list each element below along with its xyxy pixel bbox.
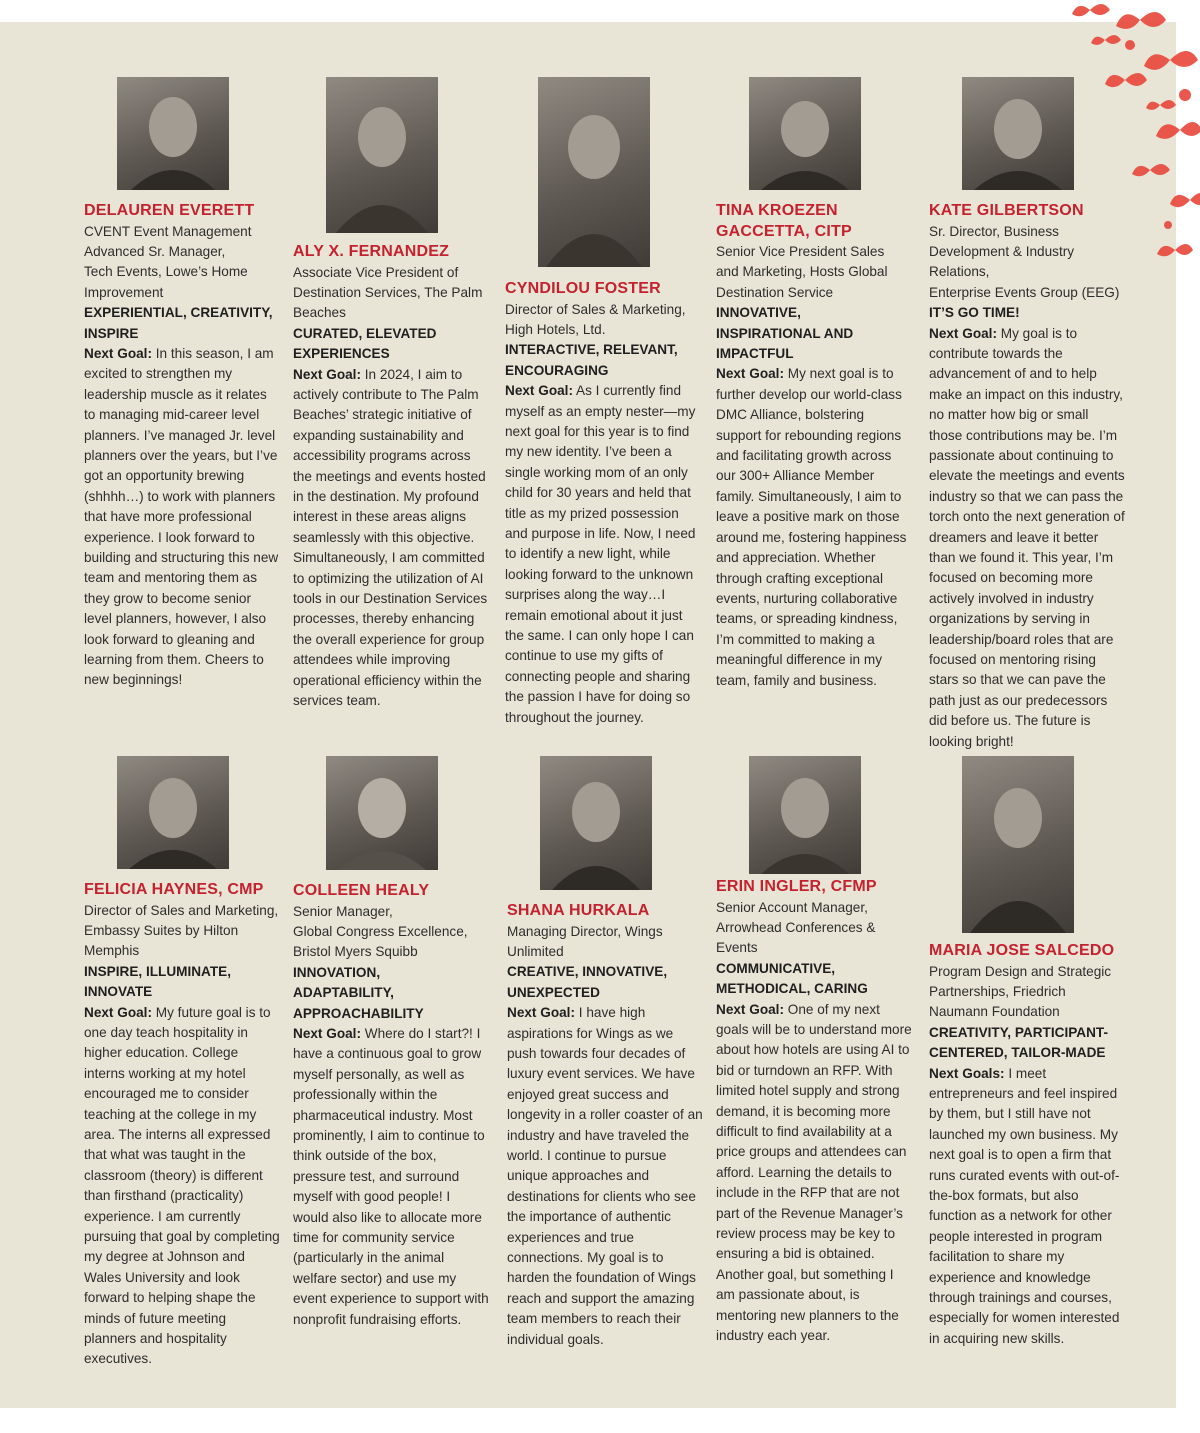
profile-title-line: Advanced Sr. Manager, — [84, 243, 226, 259]
butterfly-10 — [1146, 100, 1176, 110]
profile-goal — [507, 1003, 703, 1350]
profile-name: SHANA HURKALA — [507, 902, 650, 919]
portrait-photo — [538, 77, 650, 267]
profile-title-line: Events — [716, 940, 758, 956]
profile-title-line: CVENT Event Management — [84, 223, 252, 239]
portrait-photo — [749, 77, 861, 190]
profile-values: CENTERED, TAILOR-MADE — [929, 1045, 1106, 1061]
goal-text: Where do I start?! I have a continuous goal to grow myself personally, as well as professionally within the pharmaceutical industry. Most prominently, I aim to continue to think outside of the box, pressure test, and surround myself with good people! I would also like to allocate more time for community service (particularly in the animal welfare sector) and use my event experience to support with nonprofit fundraising efforts. — [293, 1025, 489, 1327]
profile-name: CYNDILOU FOSTER — [505, 280, 661, 297]
portrait-photo — [326, 756, 438, 870]
profile-title-line: Senior Manager, — [293, 903, 393, 919]
portrait-photo — [326, 77, 438, 233]
profile-name: COLLEEN HEALY — [293, 882, 430, 899]
profile-goal — [293, 1024, 489, 1330]
profile-title-line: Tech Events, Lowe’s Home — [84, 264, 248, 280]
goal-label: Next Goal: — [716, 366, 784, 382]
profile-values: EXPERIENTIAL, CREATIVITY, — [84, 305, 273, 321]
profile-goal — [716, 364, 912, 691]
goal-label: Next Goal: — [929, 325, 997, 341]
goal-label: Next Goals: — [929, 1065, 1005, 1081]
butterfly-4 — [1105, 73, 1147, 87]
profile-title-line: Global Congress Excellence, — [293, 923, 468, 939]
goal-text: In this season, I am excited to strengthen my leadership muscle as it relates to managing mid-career level planners. I’ve managed Jr. level planners over the years, but I’ve got an opportunity brewing (shhhh…) to work with planners that have more professional experience. I look forward to building and structuring this new team and mentoring them as they grow to become senior level planners, however, I also look forward to gleaning and learning from them. Cheers to new beginnings! — [84, 345, 279, 688]
profile-title-line: Director of Sales & Marketing, — [505, 301, 686, 317]
portrait-photo — [540, 756, 652, 890]
profile-goal — [84, 1003, 280, 1370]
profile-title-line: Destination Service — [716, 284, 834, 300]
butterfly-2 — [1116, 12, 1166, 29]
profile-title-line: Arrowhead Conferences & — [716, 919, 876, 935]
butterfly-9 — [1091, 35, 1121, 45]
butterfly-6 — [1132, 164, 1170, 176]
portrait-photo — [117, 77, 229, 190]
profile-title-line: Beaches — [293, 305, 346, 321]
profile-title-line: Memphis — [84, 943, 140, 959]
profile-title-line: Partnerships, Friedrich — [929, 983, 1066, 999]
profile-title-line: Managing Director, Wings — [507, 923, 663, 939]
goal-text: My goal is to contribute towards the advancement of and to help make an impact on this industry, no matter how big or small those contributions may be. I’m passionate about continuing to elevate the meetings and events industry so that we can pass the torch onto the next generation of dreamers and leave it better than we found it. This year, I’m focused on becoming more actively involved in industry organizations by serving in leadership/board roles that are focused on mentoring rising stars so that we can pave the path just as our predecessors did before us. The future is looking bright! — [929, 325, 1125, 749]
profile-name: MARIA JOSE SALCEDO — [929, 942, 1115, 959]
profile-values: COMMUNICATIVE, — [716, 960, 836, 976]
butterfly-5 — [1156, 122, 1200, 139]
profile-values: IMPACTFUL — [716, 346, 794, 362]
goal-label: Next Goal: — [293, 1025, 361, 1041]
portrait-photo — [962, 77, 1074, 190]
goal-label: Next Goal: — [293, 366, 361, 382]
profile-values: CREATIVITY, PARTICIPANT- — [929, 1024, 1108, 1040]
goal-text: My next goal is to further develop our world-class DMC Alliance, bolstering support for rebounding regions and facilitating growth across our 300+ Alliance Member family. Simultaneously, I aim to leave a positive mark on those around me, fostering happiness and appreciation. Whether through crafting exceptional events, nurturing collaborative teams, or spreading kindness, I’m committed to making a meaningful difference in my team, family and business. — [716, 366, 907, 688]
profile-title-line: Unlimited — [507, 943, 564, 959]
goal-label: Next Goal: — [505, 383, 573, 399]
profile-title-line: Bristol Myers Squibb — [293, 944, 418, 960]
profile-name: DELAUREN EVERETT — [84, 202, 255, 219]
profile-values: UNEXPECTED — [507, 984, 600, 1000]
profile-goal — [505, 381, 701, 728]
profile-goal — [716, 1000, 912, 1347]
portrait-photo — [117, 756, 229, 869]
butterfly-1 — [1072, 4, 1110, 16]
profile-name: ERIN INGLER, CFMP — [716, 878, 877, 895]
profile-values: INSPIRE — [84, 325, 139, 341]
profile-title-line: Associate Vice President of — [293, 264, 459, 280]
profile-values: INNOVATION, — [293, 964, 381, 980]
profile-values: INSPIRATIONAL AND — [716, 325, 854, 341]
goal-label: Next Goal: — [84, 1004, 152, 1020]
profile-name: FELICIA HAYNES, CMP — [84, 881, 264, 898]
profile-values: INNOVATIVE, — [716, 305, 801, 321]
goal-text: One of my next goals will be to understand more about how hotels are using AI to bid or turndown an RFP. With limited hotel supply and strong demand, it is becoming more difficult to find availability at a price groups and attendees can afford. Learning the details to include in the RFP that are not part of the Revenue Manager’s review process may be key to ensuring a bid is obtained. Another goal, but something I am passionate about, is mentoring new planners to the industry each year. — [716, 1001, 912, 1344]
portrait-photo — [962, 756, 1074, 933]
profile-name: ALY X. FERNANDEZ — [293, 243, 450, 260]
profile-values: ADAPTABILITY, — [293, 985, 394, 1001]
profile-name: KATE GILBERTSON — [929, 202, 1084, 219]
profile-goal — [293, 365, 489, 712]
profile-values: METHODICAL, CARING — [716, 981, 868, 997]
butterfly-3 — [1144, 51, 1198, 70]
profile-title-line: Director of Sales and Marketing, Embassy Suites by Hilton — [84, 902, 279, 938]
profile-title-line: Improvement — [84, 284, 164, 300]
profile-title-line: High Hotels, Ltd. — [505, 321, 606, 337]
profile-title-line: Destination Services, The Palm — [293, 284, 483, 300]
profile-goal — [929, 1064, 1125, 1350]
profile-goal — [929, 324, 1125, 753]
profile-title-line: Senior Account Manager, — [716, 899, 868, 915]
goal-label: Next Goal: — [716, 1001, 784, 1017]
profile-title-line: Senior Vice President Sales — [716, 244, 885, 259]
profile-values: INTERACTIVE, RELEVANT, — [505, 342, 678, 358]
goal-text: In 2024, I aim to actively contribute to The Palm Beaches’ strategic initiative of expanding sustainability and accessibility programs across the meetings and events hosted in the destination. My profound interest in these areas aligns seamlessly with this objective. Simultaneously, I am committed to optimizing the utilization of AI tools in our Destination Services processes, thereby enhancing the overall experience for group attendees while improving operational efficiency within the services team. — [293, 366, 488, 709]
profile-goal — [84, 344, 280, 691]
profile-values: EXPERIENCES — [293, 346, 390, 362]
profile-values: IT’S GO TIME! — [929, 305, 1020, 321]
goal-text: I meet entrepreneurs and feel inspired by them, but I still have not launched my own business. My next goal is to open a firm that runs curated events with out-of-the-box formats, but also function as a network for other people interested in program facilitation to share my experience and knowledge through trainings and courses, especially for women interested in acquiring new skills. — [929, 1065, 1120, 1346]
profile-values: CURATED, ELEVATED — [293, 325, 437, 341]
profile-title-line: Program Design and Strategic — [929, 963, 1112, 979]
butterfly-7 — [1170, 193, 1200, 207]
goal-text: I have high aspirations for Wings as we push towards four decades of luxury event services. We have enjoyed great success and longevity in a roller coaster of an industry and have traveled the world. I continue to pursue unique approaches and destinations for clients who see the importance of authentic experiences and true connections. My goal is to harden the foundation of Wings reach and support the amazing team members to reach their individual goals. — [507, 1005, 703, 1347]
portrait-photo — [749, 756, 861, 874]
profile-values: APPROACHABILITY — [293, 1005, 424, 1021]
profile-values: ENCOURAGING — [505, 362, 609, 378]
profile-title-line: and Marketing, Hosts Global — [716, 264, 888, 280]
profile-name: TINA KROEZEN GACCETTA, CITP — [716, 202, 852, 240]
goal-text: As I currently find myself as an empty nester—my next goal for this year is to find my new identity. I’ve been a single working mom of an only child for 30 years and held that title as my prized possession and purpose in life. Now, I need to identify a new light, while looking forward to the unknown surprises along the way…I remain emotional about it just the same. I can only hope I can continue to use my gifts of connecting people and sharing the passion I have for doing so throughout the journey. — [505, 383, 696, 725]
profile-title-line: Sr. Director, Business Development & Industry Relations, — [929, 223, 1075, 280]
butterfly-8 — [1157, 244, 1193, 256]
goal-text: My future goal is to one day teach hospitality in higher education. College interns working at my hotel encouraged me to consider teaching at the college in my area. The interns all expressed that what was taught in the classroom (theory) is different than firsthand (practicality) experience. I am currently pursuing that goal by completing my degree at Johnson and Wales University and look forward to helping shape the minds of future meeting planners and hospitality executives. — [84, 1004, 280, 1367]
profile-title-line: Enterprise Events Group (EEG) — [929, 284, 1120, 300]
goal-label: Next Goal: — [84, 345, 152, 361]
profile-values: INNOVATE — [84, 984, 153, 1000]
profile-title-line: Naumann Foundation — [929, 1004, 1060, 1020]
profile-values: CREATIVE, INNOVATIVE, — [507, 964, 668, 980]
goal-label: Next Goal: — [507, 1005, 575, 1021]
profile-values: INSPIRE, ILLUMINATE, — [84, 963, 232, 979]
